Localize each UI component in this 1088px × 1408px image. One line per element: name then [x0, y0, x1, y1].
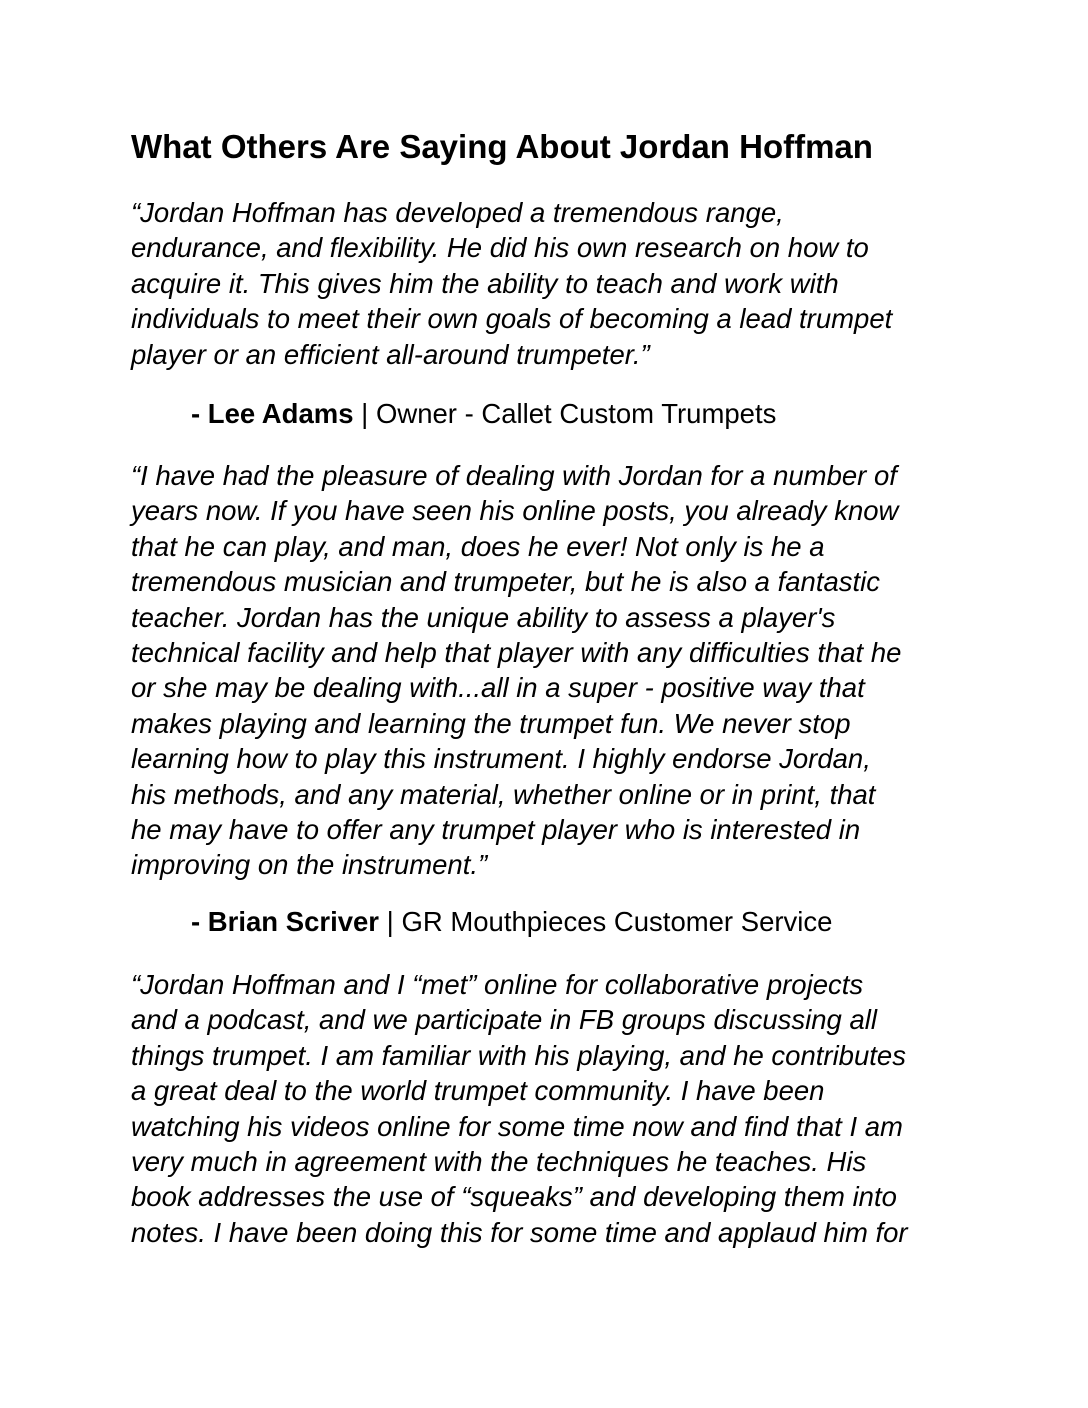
author-role: | Owner - Callet Custom Trumpets — [353, 398, 777, 429]
testimonial-attribution — [191, 906, 832, 938]
quote-line: very much in agreement with the techniques he teaches. His — [131, 1146, 867, 1178]
testimonial-quote — [131, 967, 908, 1250]
quote-line: and a podcast, and we participate in FB groups discussing all — [131, 1004, 877, 1036]
quote-line: things trumpet. I am familiar with his playing, and he contributes — [131, 1039, 906, 1071]
testimonial-attribution — [191, 398, 776, 430]
quote-line: “I have had the pleasure of dealing with Jordan for a number of — [131, 460, 897, 491]
quote-line: makes playing and learning the trumpet fun. We never stop — [131, 707, 851, 739]
quote-line: acquire it. This gives him the ability to teach and work with — [131, 267, 839, 299]
author-name: - Lee Adams — [191, 398, 354, 429]
quote-line: endurance, and flexibility. He did his own research on how to — [131, 232, 869, 264]
quote-line: improving on the instrument.” — [131, 849, 488, 881]
quote-line: individuals to meet their own goals of becoming a lead trumpet — [131, 303, 893, 335]
author-role: | GR Mouthpieces Customer Service — [379, 906, 833, 937]
quote-line: tremendous musician and trumpeter, but he is also a fantastic — [131, 566, 881, 598]
quote-line: a great deal to the world trumpet community. I have been — [131, 1075, 825, 1107]
quote-line: “Jordan Hoffman has developed a tremendous range, — [131, 197, 784, 228]
quote-line: teacher. Jordan has the unique ability to assess a player's — [131, 601, 836, 633]
page-title: What Others Are Saying About Jordan Hoffman — [131, 128, 873, 165]
quote-line: watching his videos online for some time now and find that I am — [131, 1110, 903, 1142]
quote-line: technical facility and help that player with any difficulties that he — [131, 637, 902, 669]
quote-line: player or an efficient all-around trumpeter.” — [131, 338, 650, 370]
quote-line: years now. If you have seen his online posts, you already know — [131, 495, 899, 527]
testimonial-quote — [131, 195, 892, 372]
quote-line: or she may be dealing with...all in a super - positive way that — [131, 672, 865, 704]
quote-line: notes. I have been doing this for some time and applaud him for — [131, 1216, 908, 1248]
quote-line: book addresses the use of “squeaks” and developing them into — [131, 1181, 897, 1213]
quote-line: learning how to play this instrument. I highly endorse Jordan, — [131, 743, 871, 775]
quote-line: he may have to offer any trumpet player who is interested in — [131, 814, 861, 846]
quote-line: that he can play, and man, does he ever! Not only is he a — [131, 530, 825, 562]
quote-line: “Jordan Hoffman and I “met” online for collaborative projects — [131, 969, 864, 1000]
author-name: - Brian Scriver — [191, 906, 380, 937]
quote-line: his methods, and any material, whether online or in print, that — [131, 778, 876, 810]
testimonial-quote — [131, 458, 901, 883]
